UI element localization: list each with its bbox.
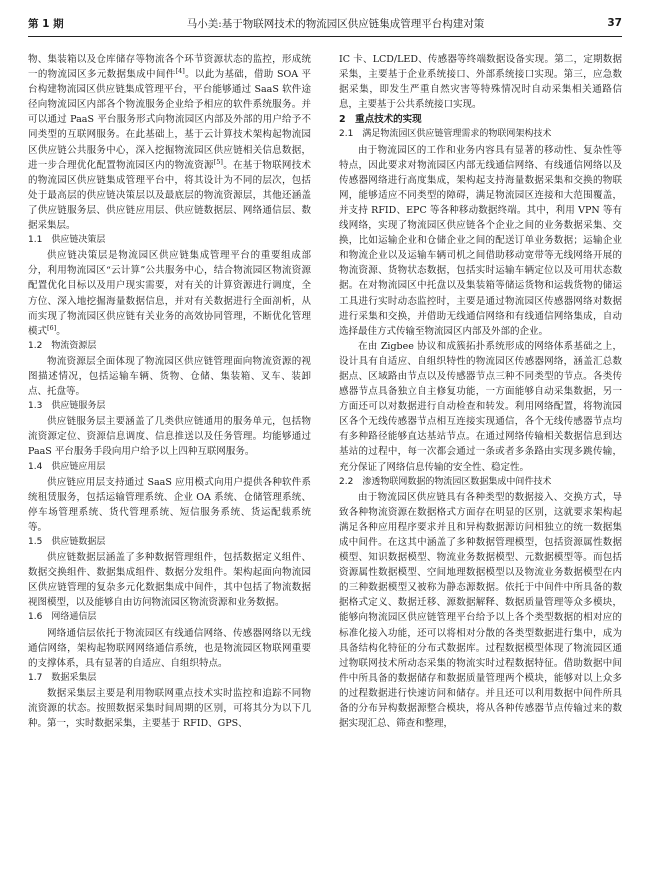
subsection-heading: 1.6 网络通信层: [28, 612, 97, 623]
paragraph: [28, 52, 311, 233]
subsection-heading: 1.7 数据采集层: [28, 672, 97, 683]
citation: [4]: [175, 66, 185, 75]
paragraph: 在由 Zigbee 协议和成簇拓扑系统形成的网络体系基础之上，设计具有自适应、自组织特性的物流园区传感器网络，涵盖汇总数据点、区域路由节点以及传感器节点三种不同类型的节点。各类传感器节点具备独立自主修复功能，一方面能够自动采集数据，另一方面还可以对数据进行自动检查和转发。利用网络配置，将物流园区各个无线传感器节点相互连接实现通信，各个无线传感器节点均有多种路径能够直达基站节点。在通过网络传输相关数据信息到达基站的过程中，每一次都会通过一条或者多条路由实现多跳传输，充分保证了网络信息传输的安全性、稳定性。: [339, 340, 622, 473]
paragraph-text: 。以此为基础，借助 SOA 平台构建物流园区供应链集成管理平台，平台能够通过 SaaS 软件途径向物流园区内部各个物流服务企业给予相应的软件系统服务。并可以通过 PaaS 平台服务形式向物流园区内部及外部的用户给予不同类型的互联网服务。在此基础上，基于云计算技术架构起物流园区供应链公共服务中心，深入挖掘物流园区供应链相关信息数据，进一步合理优化配置物流园区内的物流资源: [28, 69, 311, 171]
subsection-heading: 1.4 供应链应用层: [28, 461, 106, 472]
paragraph: 物流资源层全面体现了物流园区供应链管理面向物流资源的视图描述情况，包括运输车辆、货物、仓储、集装箱、叉车、装卸点、托盘等。: [28, 355, 311, 398]
paragraph: 由于物流园区供应链具有各种类型的数据接入、交换方式，导致各种物流资源在数据格式方面存在明显的区别，这就要求架构起满足各种应用程序要求并且和异构数据源访问相独立的统一数据集成中间件。在这其中涵盖了多种数据管理模型，包括资源属性数据模型、知识数据模型、物流业务数据模型、元数据模型等。而包括资源属性数据模型、空间地理数据模型以及物流业务数据模型在内的三种数据模型又被称为静态源数据。依托于中间件中所具备的数据格式定义、数据迁移、源数据解释、数据质量管理等众多模块，能够向物流园区供应链管理平台给予以上各个类型数据的相对应的标准化接入功能，还可以将相对分散的各类型数据进行集中，成为具备结构化特征的分布式数据库。过程数据模型体现了物流园区通过物联网技术所动态采集的物流实时过程数据特征。借助数据中间件中所具备的数据储存和数据质量管理两个模块，能够对以上众多的过程数据进行快速访问和储存。并且还可以利用数据中间件所具备的分布异构数据源整合模块，将从各种传感器节点传输过来的数据实现汇总、筛查和整理，: [339, 491, 622, 730]
paragraph-text: 物、集装箱以及仓库储存等物流各个环节资源状态的监控，形成统一的物流园区多元数据集成中间件: [28, 54, 311, 81]
paragraph: 网络通信层依托于物流园区有线通信网络、传感器网络以无线通信网络，架构起物联网网络通信系统，也是物流园区物联网重要的支撑体系，具有显著的自适应、自组织特点。: [28, 627, 311, 669]
running-title: 马小美:基于物联网技术的物流园区供应链集成管理平台构建对策: [186, 17, 485, 30]
subsection-heading: 1.5 供应链数据层: [28, 537, 106, 547]
page-number: 37: [607, 17, 622, 29]
paragraph: 供应链数据层涵盖了多种数据管理组件，包括数据定义组件、数据交换组件、数据集成组件、数据分发组件。架构起面向物流园区供应链管理的复杂多元化数据集成中间件，其中包括了物流数据视图模型，以及能够自由访问物流园区物流资源和业务数据。: [28, 552, 311, 609]
paragraph-text: 。: [56, 325, 66, 337]
left-column: [28, 52, 311, 731]
paragraph: 由于物流园区的工作和业务内容具有显著的移动性、复杂性等特点，因此要求对物流园区内部无线通信网络、有线通信网络以及传感器网络进行高度集成，架构起支持海量数据采集和交换的物联网，能够适应不同类型的障碍，满足物流园区连接和大范围覆盖，并支持 RFID、EPC 等各种移动数据终端。其中，利用 VPN 等有线网络，实现了物流园区供应链各个企业之间的业务数据采集、交换，比如运输企业和仓储企业之间的配送订单业务数据；运输企业和物流企业以及运输车辆司机之间借助移动宽带等无线网络开展的物流资源、货物状态数据，包括实时运输车辆定位以及可用状态数据。在对物流园区中托盘以及集装箱等储运货物和运载货物的储运工具进行实时动态监控时，主要是通过物流园区传感器网络对数据进行采集和交换，并借助无线通信网络和有线通信网络集成，自动选择最佳方式传输至物流园区内部及外部的企业。: [339, 144, 622, 337]
running-header: [28, 14, 622, 32]
subsection-heading: 1.1 供应链决策层: [28, 235, 106, 246]
paragraph: 数据采集层主要是利用物联网重点技术实时监控和追踪不同物流资源的状态。按照数据采集时间周期的区别，可将其分为以下几种。第一，实时数据采集，主要基于 RFID、GPS、: [28, 687, 311, 730]
subsection-heading: 1.2 物流资源层: [28, 340, 97, 351]
subsection-heading: 2.2 渗透物联网数据的物流园区数据集成中间件技术: [339, 476, 552, 487]
paragraph-text: 供应链决策层是物流园区供应链集成管理平台的重要组成部分，利用物流园区“云计算”公共服务中心，结合物流园区物流资源配置优化目标以及用户现实需要，对有关的计算资源进行调度，全方位、深入地挖掘海量数据信息，并对有关数据进行全面剖析，从而实现了物流园区供应链有关业务的高效协同管理，不断优化管理模式: [28, 250, 311, 337]
subsection-heading: 1.3 供应链服务层: [28, 401, 106, 412]
paragraph: [28, 248, 311, 339]
issue-number: 第 1 期: [28, 17, 64, 30]
subsection-heading: 2.1 满足物流园区供应链管理需求的物联网架构技术: [339, 129, 552, 140]
paragraph-text: 。在基于物联网技术的物流园区供应链集成管理平台中，将其设计为不同的层次，包括处于最高层的供应链决策层以及最底层的物流资源层，其他还涵盖了供应链服务层、供应链应用层、供应链数据层、网络通信层、数据采集层。: [28, 159, 311, 232]
right-column: [339, 52, 622, 731]
paragraph: 供应链服务层主要涵盖了几类供应链通用的服务单元，包括物流资源定位、资源信息调度、信息推送以及任务管理。均能够通过 PaaS 平台服务手段向用户给予以上四种互联网服务。: [28, 416, 311, 458]
header-rule: [28, 36, 622, 37]
section-heading: 2 重点技术的实现: [339, 114, 422, 126]
citation: [6]: [47, 323, 57, 332]
citation: [5]: [213, 157, 223, 166]
paragraph: IC 卡、LCD/LED、传感器等终端数据设备实现。第二，定期数据采集，主要基于企业系统接口、外部系统接口实现。第三，应急数据采集，即发生严重自然灾害等特殊情况时自动采集相关通路信息，主要基于公共系统接口实现。: [339, 54, 622, 111]
paragraph: 供应链应用层支持通过 SaaS 应用模式向用户提供各种软件系统租赁服务，包括运输管理系统、企业 OA 系统、仓储管理系统、停车场管理系统、货代管理系统、短信服务系统、货运配载系统等。: [28, 476, 311, 533]
